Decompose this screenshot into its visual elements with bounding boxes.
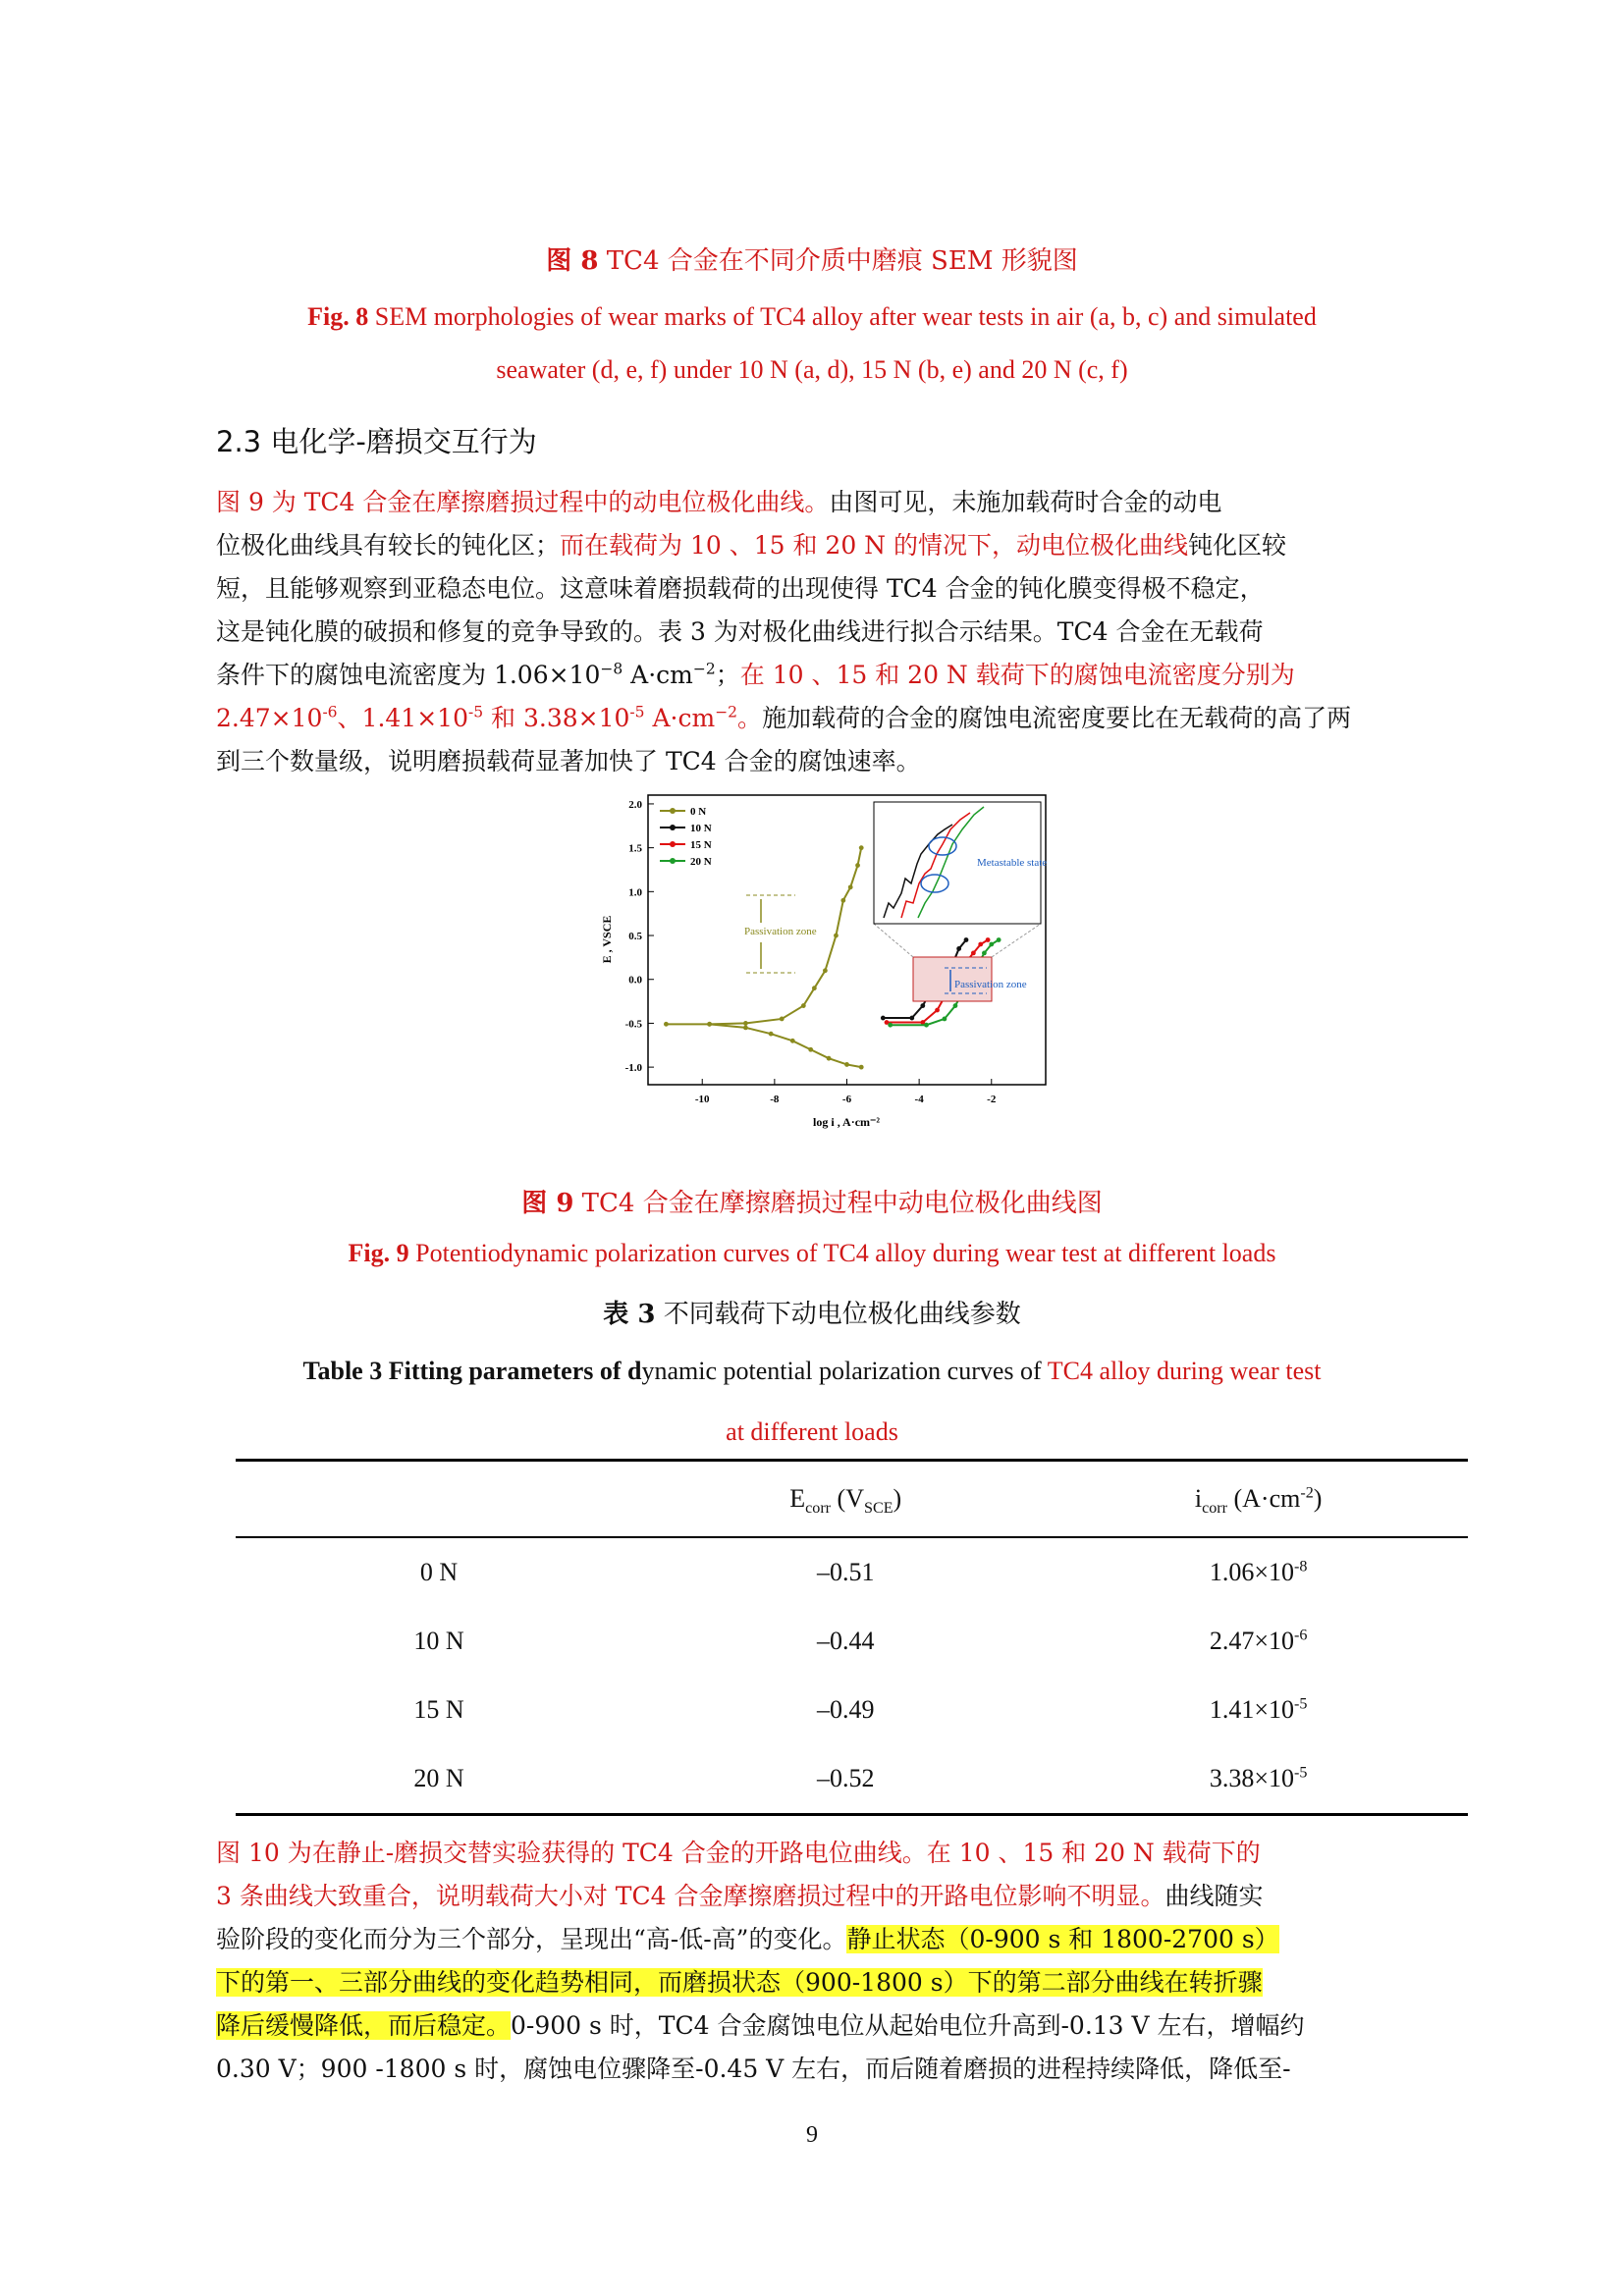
y-axis-label: E , VSCE	[600, 915, 614, 964]
x-tick-label: -10	[694, 1094, 710, 1105]
polarization-chart	[589, 785, 1060, 1148]
y-tick-label: 2.0	[628, 798, 642, 811]
series-point	[801, 1003, 806, 1008]
table-row: 20 N –0.52 $3.38\times 10^{-5}$	[236, 1744, 1468, 1815]
series-point	[964, 937, 969, 942]
table3-caption-en: Table 3 Fitting parameters of dynamic potential polarization curves of TC4 alloy during wear test at different loads	[302, 1357, 1322, 1446]
series-point	[920, 1003, 925, 1008]
legend-marker	[670, 841, 676, 847]
table-row: 15 N –0.49 $1.41\times 10^{-5}$	[413, 1695, 1308, 1724]
paragraph-2: 图 10 为在静止-磨损交替实验获得的 TC4 合金的开路电位曲线。在 10 、15 和 20 N 载荷下的 3 条曲线大致重合，说明载荷大小对 TC4 合金摩擦磨损过程中的开路电位影响不明显。曲线随实 验阶段的变化而分为三个部分，呈现出“高-低-高”的变化。静止状态（0-900 s 和 1800-2700 s） 下的第一、三部分曲线的变化趋势相同，而磨损状态（900-1800 s）下的第二部分曲线在转折骤 降后缓慢降低，而后稳定。0-900 s 时，TC4 合金腐蚀电位从起始电位升高到-0.13 V 左右，增幅约 0.30 V；900 -1800 s 时，腐蚀电位骤降至-0.45 V 左右，而后随着磨损的进程持续降低，降低至-	[216, 1839, 1305, 2083]
series-point	[823, 968, 828, 973]
series-point	[943, 1017, 947, 1022]
series-point	[935, 1008, 940, 1013]
table3-caption-cn: 表 3 不同载荷下动电位极化曲线参数	[603, 1300, 1021, 1329]
series-point	[743, 1021, 748, 1026]
legend-label: 10 N	[690, 823, 712, 834]
legend-marker	[670, 825, 676, 830]
table-header-row	[236, 1461, 1468, 1538]
series-point	[707, 1022, 712, 1027]
y-tick-label: -1.0	[624, 1062, 642, 1075]
fig9-caption-en: Fig. 9 Potentiodynamic polarization curves of TC4 alloy during wear test at different loads	[348, 1239, 1276, 1267]
fig8-caption-cn: 图 8 TC4 合金在不同介质中磨痕 SEM 形貌图	[546, 246, 1078, 276]
metastable-label: Metastable state	[977, 857, 1048, 869]
x-tick-label: -2	[987, 1094, 997, 1105]
series-point	[840, 898, 845, 903]
fig9-caption-cn: 图 9 TC4 合金在摩擦磨损过程中动电位极化曲线图	[521, 1189, 1103, 1218]
series-point	[827, 1056, 832, 1061]
table-row: 10 N –0.44 $2.47\times 10^{-6}$	[413, 1627, 1308, 1655]
series-point	[790, 1039, 795, 1043]
series-point	[769, 1032, 774, 1037]
y-tick-label: -0.5	[624, 1018, 642, 1031]
y-tick-label: 1.5	[628, 842, 642, 855]
series-point	[978, 942, 983, 947]
x-tick-label: -8	[770, 1094, 780, 1105]
y-tick-label: 0.5	[628, 931, 642, 943]
x-axis-label: log i , A·cm⁻²	[813, 1115, 880, 1129]
series-point	[855, 863, 860, 868]
series-point	[888, 1023, 893, 1028]
y-tick-label: 0.0	[628, 974, 642, 987]
legend-marker	[670, 808, 676, 814]
header-icorr: $i_{corr}$ $(A\cdot cm^{-2})$	[1049, 1461, 1468, 1538]
series-point	[953, 1003, 958, 1008]
series-point	[834, 934, 839, 938]
fig8-caption-en: Fig. 8 SEM morphologies of wear marks of TC4 alloy after wear tests in air (a, b, c) and simulated seawater (d, e, f) under 10 N (a, d), 15 N (b, e) and 20 N (c, f)	[307, 302, 1317, 384]
series-point	[956, 946, 961, 951]
series-point	[989, 942, 994, 947]
table-row: 0 N –0.51 $1.06\times 10^{-8}$	[419, 1558, 1308, 1586]
passivation-label-0n: Passivation zone	[744, 926, 817, 937]
series-point	[808, 1047, 813, 1052]
series-point	[780, 1017, 785, 1022]
series-point	[909, 1016, 914, 1021]
series-point	[982, 951, 987, 956]
series-point	[859, 1065, 864, 1070]
series-point	[848, 884, 853, 889]
series-point	[997, 937, 1001, 942]
legend-label: 20 N	[690, 856, 712, 868]
series-point	[743, 1025, 748, 1030]
series-point	[986, 937, 991, 942]
header-ecorr: $E_{corr}$ $(V_{SCE})$	[642, 1461, 1049, 1538]
passivation-label-load: Passivation zone	[954, 979, 1027, 990]
legend-marker	[670, 858, 676, 864]
series-point	[664, 1022, 669, 1027]
series-point	[859, 845, 864, 850]
series-point	[971, 951, 976, 956]
page-number: 9	[806, 2122, 818, 2148]
series-point	[881, 1016, 886, 1021]
legend-label: 15 N	[690, 839, 712, 851]
x-tick-label: -4	[914, 1094, 924, 1105]
series-point	[844, 1062, 849, 1067]
paragraph-1: 图 9 为 TC4 合金在摩擦磨损过程中的动电位极化曲线。由图可见，未施加载荷时合金的动电 位极化曲线具有较长的钝化区；而在载荷为 10 、15 和 20 N 的情况下，动电位极化曲线钝化区较 短，且能够观察到亚稳态电位。这意味着磨损载荷的出现使得 TC4 合金的钝化膜变得极不稳定， 这是钝化膜的破损和修复的竞争导致的。表 3 为对极化曲线进行拟合示结果。TC4 合金在无载荷 条件下的腐蚀电流密度为 $1.06\times 10^{-8}$ $A\cdot cm^{-2}$；在 10 、15 和 20 N 载荷下的腐蚀电流密度分别为 $2.47\times 10^{-6}$、$1.41\times 10^{-5}$ 和 $3.38\times 10^{-5}$ $A\cdot cm^{-2}$。施加载荷的合金的腐蚀电流密度要比在无载荷的高了两 到三个数量级，说明磨损载荷显著加快了 TC4 合金的腐蚀速率。	[216, 488, 1352, 775]
legend-label: 0 N	[690, 806, 707, 818]
x-tick-label: -6	[841, 1094, 852, 1105]
series-point	[924, 1023, 929, 1028]
table-3	[236, 1459, 1468, 1816]
series-point	[812, 986, 817, 990]
section-heading: 2.3 电化学-磨损交互行为	[216, 425, 537, 458]
y-tick-label: 1.0	[628, 886, 642, 899]
